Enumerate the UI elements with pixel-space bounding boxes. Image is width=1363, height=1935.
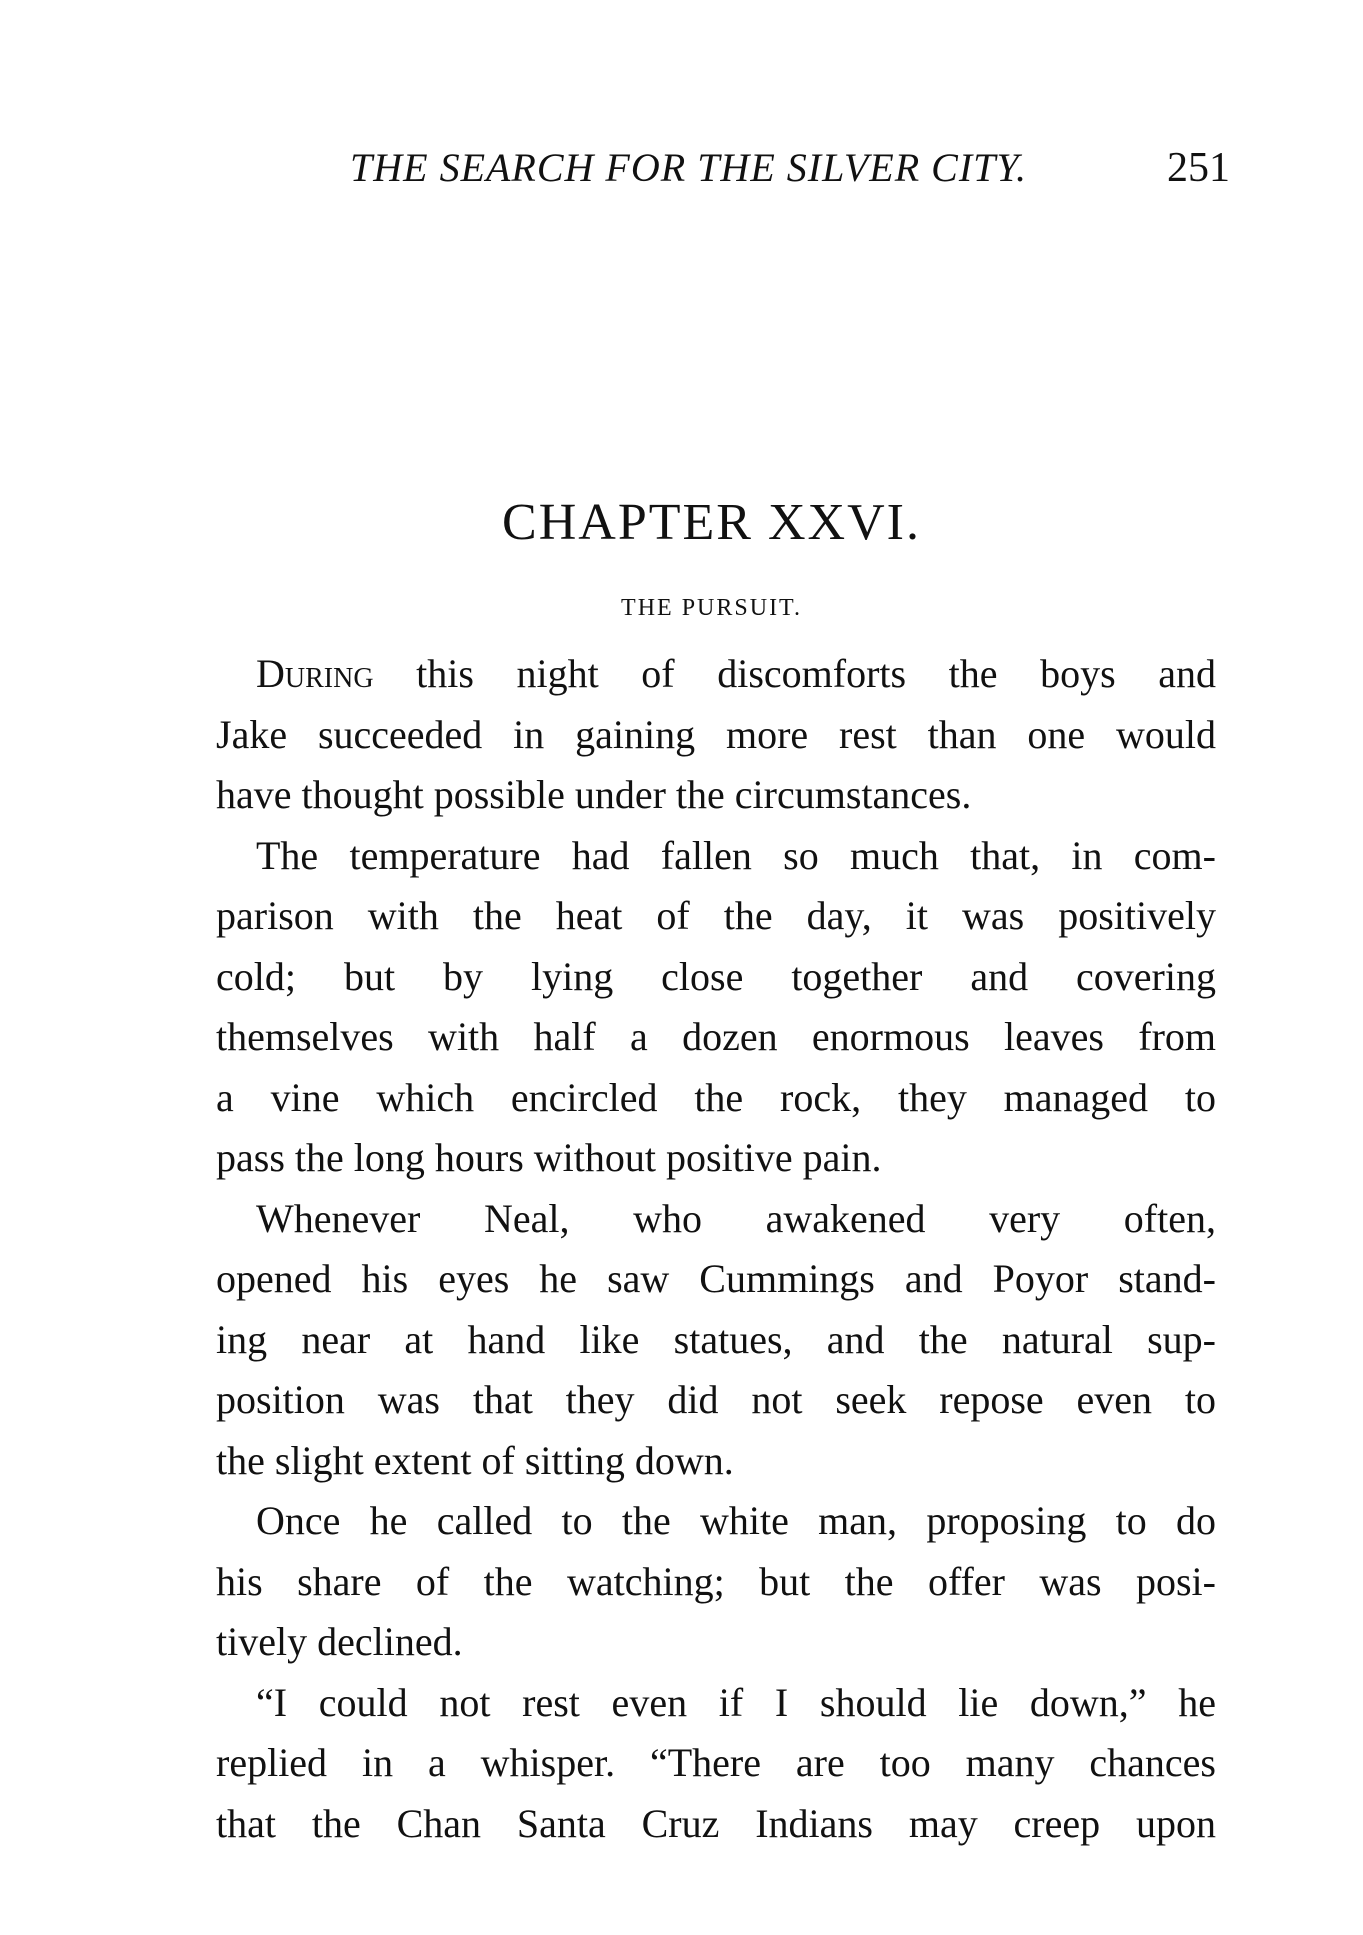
paragraph-opening-word: During: [256, 651, 374, 696]
text-line: “I could not rest even if I should lie down,” he: [256, 1679, 1216, 1725]
text-line: The temperature had fallen so much that, in com-: [256, 832, 1216, 878]
text-line: ing near at hand like statues, and the natural sup-: [216, 1316, 1216, 1362]
text-line: pass the long hours without positive pain.: [216, 1135, 882, 1180]
body-text: [216, 644, 1216, 1854]
text-line: the slight extent of sitting down.: [216, 1437, 734, 1483]
text-line: Whenever Neal, who awakened very often,: [256, 1195, 1216, 1241]
text-line: tively declined.: [216, 1619, 463, 1664]
text-line: position was that they did not seek repose even to: [216, 1377, 1216, 1422]
text-line: Once he called to the white man, proposing to do: [256, 1498, 1216, 1543]
chapter-subtitle: THE PURSUIT.: [621, 595, 802, 621]
text-line: cold; but by lying close together and covering: [216, 953, 1216, 999]
text-line: Jake succeeded in gaining more rest than one would: [216, 711, 1216, 757]
text-line: that the Chan Santa Cruz Indians may creep upon: [216, 1800, 1216, 1846]
running-title: THE SEARCH FOR THE SILVER CITY.: [350, 145, 1027, 190]
text-line: a vine which encircled the rock, they managed to: [216, 1074, 1216, 1120]
text-line: opened his eyes he saw Cummings and Poyor stand-: [216, 1256, 1216, 1301]
page-number: 251: [1167, 145, 1230, 191]
text-line: replied in a whisper. “There are too many chances: [216, 1740, 1216, 1785]
chapter-heading: CHAPTER XXVI.: [502, 494, 921, 551]
text-line: have thought possible under the circumstances.: [216, 772, 972, 817]
running-head: [350, 138, 1230, 198]
text-line: During this night of discomforts the boys and: [256, 651, 1216, 696]
text-line: themselves with half a dozen enormous leaves from: [216, 1014, 1216, 1059]
text-line: his share of the watching; but the offer was posi-: [216, 1558, 1216, 1604]
text-line: parison with the heat of the day, it was positively: [216, 893, 1216, 938]
